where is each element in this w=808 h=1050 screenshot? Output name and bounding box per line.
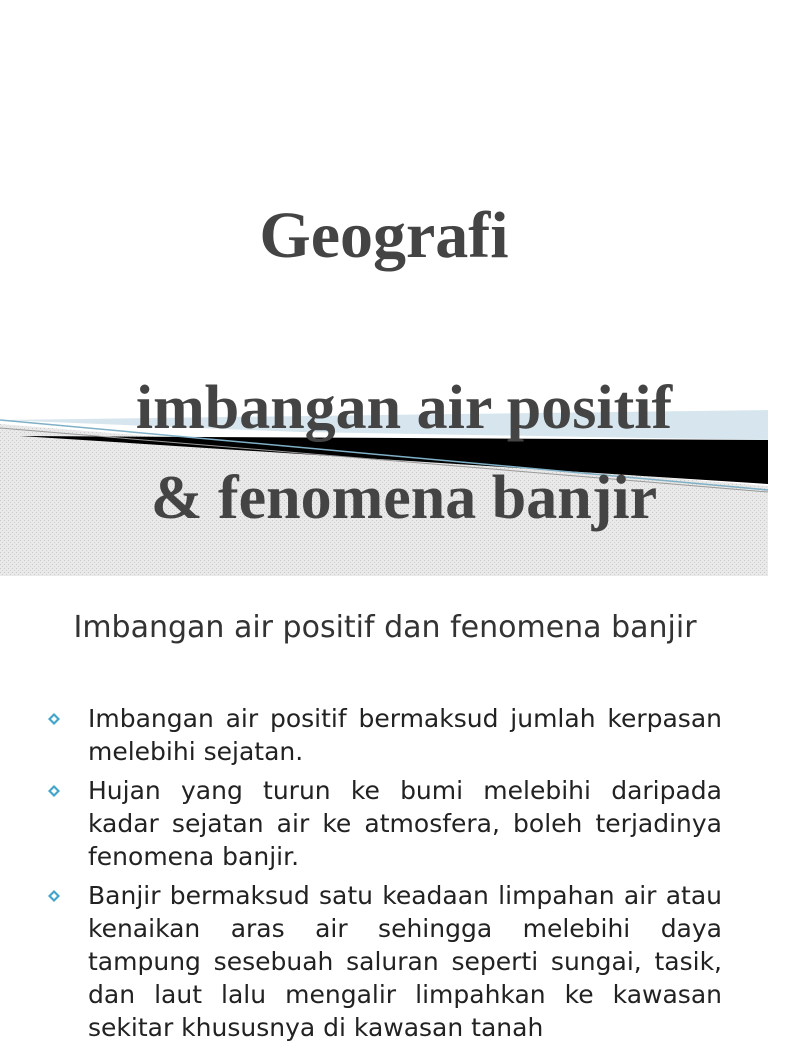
diamond-bullet-icon bbox=[48, 785, 60, 797]
content-slide bbox=[0, 576, 768, 1042]
diamond-bullet-icon bbox=[48, 713, 60, 725]
bullet-text: Hujan yang turun ke bumi melebihi daripada kadar sejatan air ke atmosfera, boleh terjadinya fenomena banjir. bbox=[88, 776, 722, 871]
bullet-list bbox=[44, 702, 722, 1050]
slide-title-line-3: & fenomena banjir bbox=[150, 464, 658, 532]
bullet-text: Banjir bermaksud satu keadaan limpahan air atau kenaikan aras air sehingga melebihi daya tampung sesebuah saluran seperti sungai, tasik, dan laut lalu mengalir limpahkan ke kawasan sekitar khususnya di kawasan tanah bbox=[88, 881, 722, 1042]
slide-title-line-2: imbangan air positif bbox=[135, 374, 673, 442]
bullet-text: Imbangan air positif bermaksud jumlah kerpasan melebihi sejatan. bbox=[88, 704, 722, 766]
bullet-item bbox=[44, 702, 722, 768]
content-slide-heading: Imbangan air positif dan fenomena banjir bbox=[73, 610, 697, 645]
diamond-bullet-icon bbox=[48, 890, 60, 902]
slide-title-line-1: Geografi bbox=[259, 199, 509, 272]
bullet-item bbox=[44, 774, 722, 873]
bullet-item bbox=[44, 879, 722, 1044]
